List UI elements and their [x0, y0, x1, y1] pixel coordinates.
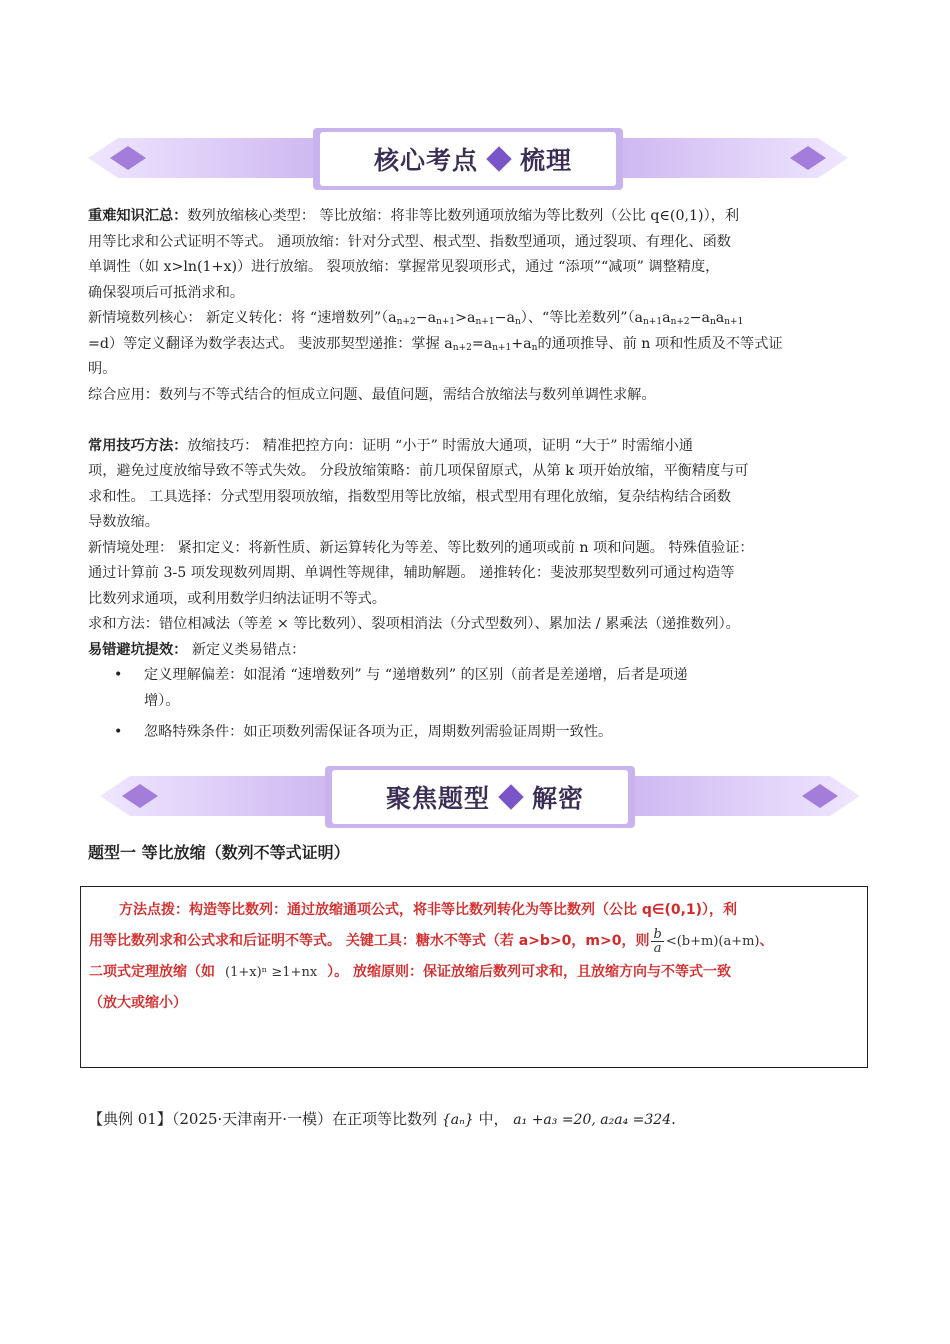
- text-span: 中，: [478, 1110, 509, 1128]
- pitfall-list: [88, 663, 866, 746]
- list-item: • 忽略特殊条件：如正项数列需保证各项为正，周期数列需验证周期一致性。: [88, 720, 866, 746]
- section-banner-core-points: [88, 124, 848, 192]
- pitfalls-label: 易错避坑提效：: [88, 641, 188, 658]
- text-line: 用等比求和公式证明不等式。 通项放缩：针对分式型、根式型、指数型通项，通过裂项、有理化、函数: [88, 233, 731, 250]
- text-line: 确保裂项后可抵消求和。: [88, 284, 245, 301]
- banner-title-left: 聚焦题型: [385, 784, 490, 813]
- bullet-icon: •: [114, 724, 123, 740]
- math-expression: a₁ +a₃ =20, a₂a₄ =324: [513, 1112, 672, 1128]
- banner-title-left: 核心考点: [373, 146, 478, 175]
- methods-label: 常用技巧方法：: [88, 437, 188, 454]
- text-line: 明。: [88, 361, 117, 377]
- text-line: 新情境处理： 紧扣定义：将新性质、新运算转化为等差、等比数列的通项或前 n 项和问题。 特殊值验证：: [88, 539, 754, 556]
- diamond-icon: [498, 784, 523, 809]
- text-line: 用等比数列求和公式求和后证明不等式。 关键工具：糖水不等式（若 a>b>0，m>0，则 $\frac{b}{a}$ <(b+m)(a+m)、: [89, 926, 774, 956]
- section-banner-question-types: [100, 762, 860, 830]
- banner-title-right: 解密: [532, 784, 585, 813]
- banner-title: [340, 776, 630, 818]
- diamond-icon: [486, 146, 511, 171]
- knowledge-summary: [88, 204, 866, 746]
- text-line: 项，避免过度放缩导致不等式失效。 分段放缩策略：前几项保留原式，从第 k 项开始放缩，平衡精度与可: [88, 463, 749, 479]
- text-line: =d）等定义翻译为数学表达式。 斐波那契型递推：掌握 $a_{n+2}=a_{n+1}+a_n$的通项推导、前 n 项和性质及不等式证: [88, 335, 783, 353]
- math-expression: <(b+m)(a+m): [665, 934, 760, 949]
- text-line: 求和性。 工具选择：分式型用裂项放缩，指数型用等比放缩，根式型用有理化放缩，复杂结构结合函数: [88, 488, 731, 505]
- math-expression: (1+x)ⁿ ≥1+nx: [225, 965, 318, 980]
- bullet-icon: •: [114, 667, 123, 683]
- list-item: • 定义理解偏差：如混淆 “速增数列” 与 “递增数列” 的区别（前者是差递增，后者是项递 增）。: [88, 663, 866, 714]
- banner-title: [328, 138, 618, 180]
- text-line: 放缩技巧： 精准把控方向：证明 “小于” 时需放大通项，证明 “大于” 时需缩小通: [187, 437, 693, 454]
- text-line: 新定义类易错点：: [187, 641, 306, 658]
- text-line: 新情境数列核心： 新定义转化：将 “速增数列$”(a_{n+2}-a_{n+1}>a_{n+1}-a_n)$、“等比差数列$”(a_{n+1}a_{n+2}-a_na_{n+1}$: [88, 310, 744, 327]
- text-line: （放大或缩小）: [89, 995, 187, 1011]
- method-tip-box: [80, 886, 868, 1068]
- example-01: [88, 1108, 868, 1129]
- example-label: 【典例 01】: [88, 1110, 172, 1128]
- text-line: 通过计算前 3-5 项发现数列周期、单调性等规律，辅助解题。 递推转化：斐波那契型数列可通过构造等: [88, 565, 735, 581]
- text-line: 导数放缩。: [88, 514, 159, 530]
- question-type-title: 题型一 等比放缩（数列不等式证明）: [88, 843, 350, 862]
- knowledge-label: 重难知识汇总：: [88, 208, 188, 224]
- text-line: 数列放缩核心类型： 等比放缩：将非等比数列通项放缩为等比数列（公比 q∈(0,1)），利: [187, 208, 740, 224]
- text-line: 综合应用：数列与不等式结合的恒成立问题、最值问题，需结合放缩法与数列单调性求解。: [88, 386, 656, 403]
- text-line: 方法点拨：构造等比数列：通过放缩通项公式，将非等比数列转化为等比数列（公比 q∈(0,1)），利: [119, 902, 738, 918]
- banner-title-right: 梳理: [520, 146, 573, 175]
- text-span: .: [671, 1110, 676, 1128]
- math-expression: {aₙ}: [441, 1112, 474, 1128]
- example-source: （2025·天津南开·一模）在正项等比数列: [171, 1110, 438, 1128]
- text-line: 求和方法：错位相减法（等差 × 等比数列）、裂项相消法（分式型数列）、累加法 / 累乘法（递推数列）。: [88, 616, 740, 632]
- fraction: $\frac{b}{a}$: [653, 926, 662, 956]
- text-line: 二项式定理放缩（如 (1+x)ⁿ ≥1+nx ）。 放缩原则：保证放缩后数列可求和，且放缩方向与不等式一致: [89, 964, 732, 980]
- text-line: 单调性（如 x>ln(1+x)）进行放缩。 裂项放缩：掌握常见裂项形式，通过 “添项”“减项” 调整精度，: [88, 259, 720, 275]
- blank-line: [88, 408, 866, 434]
- text-line: 比数列求通项，或利用数学归纳法证明不等式。: [88, 590, 386, 607]
